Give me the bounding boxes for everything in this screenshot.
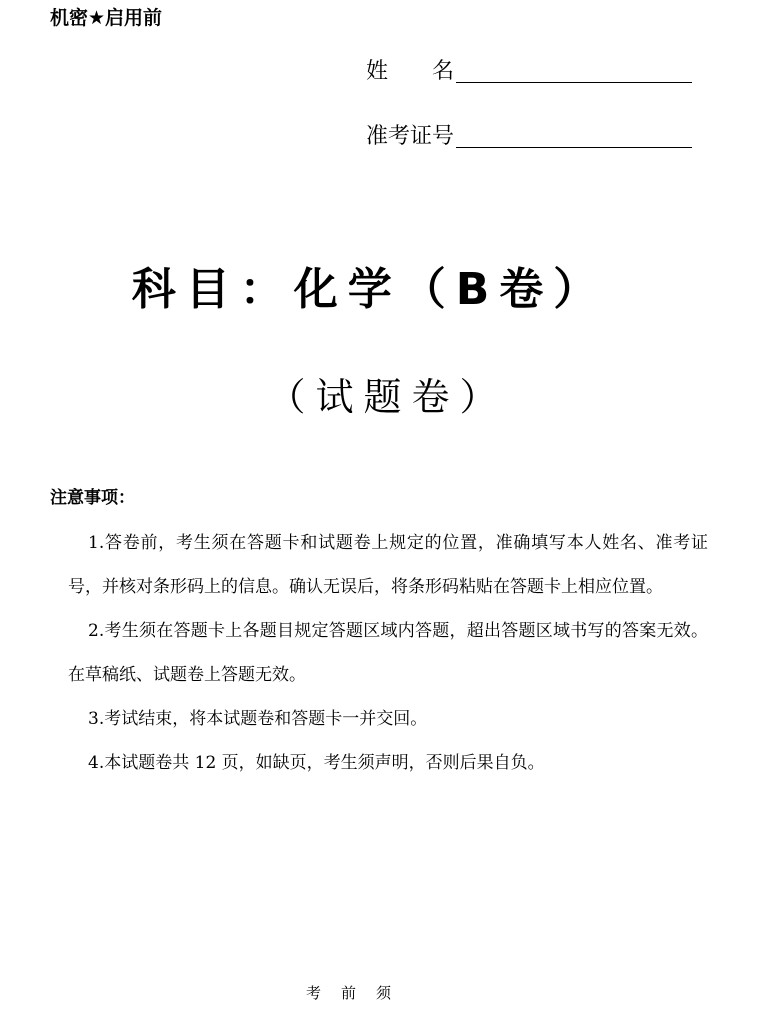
- name-blank-line: [456, 82, 692, 83]
- note-item: 4.本试题卷共 12 页，如缺页，考生须声明，否则后果自负。: [88, 753, 545, 773]
- notes-list: [68, 521, 708, 785]
- subject-title: [0, 252, 783, 328]
- exam-number-blank-line: [456, 147, 692, 148]
- paper-type-text: （试题卷）: [267, 375, 508, 419]
- footer-text: 考前须: [305, 984, 411, 1002]
- note-item: 3.考试结束，将本试题卷和答题卡一并交回。: [88, 709, 428, 729]
- page-footer: [0, 981, 783, 1005]
- exam-number-field: [366, 120, 692, 154]
- notes-title: 注意事项：: [50, 488, 135, 508]
- paper-type-title: [0, 370, 783, 424]
- name-field: [366, 55, 692, 89]
- note-item: 2.考生须在答题卡上各题目规定答题区域内答题，超出答题区域书写的答案无效。在草稿纸、试题卷上答题无效。: [68, 621, 708, 685]
- subject-title-text: 科目：化学（B卷）: [131, 264, 608, 315]
- exam-number-label: 准考证号: [366, 124, 455, 149]
- note-item: 1.答卷前，考生须在答题卡和试题卷上规定的位置，准确填写本人姓名、准考证号，并核对条形码上的信息。确认无误后，将条形码粘贴在答题卡上相应位置。: [68, 533, 708, 597]
- name-label: 姓名: [366, 59, 499, 84]
- confidentiality-mark: 机密★启用前: [50, 7, 163, 29]
